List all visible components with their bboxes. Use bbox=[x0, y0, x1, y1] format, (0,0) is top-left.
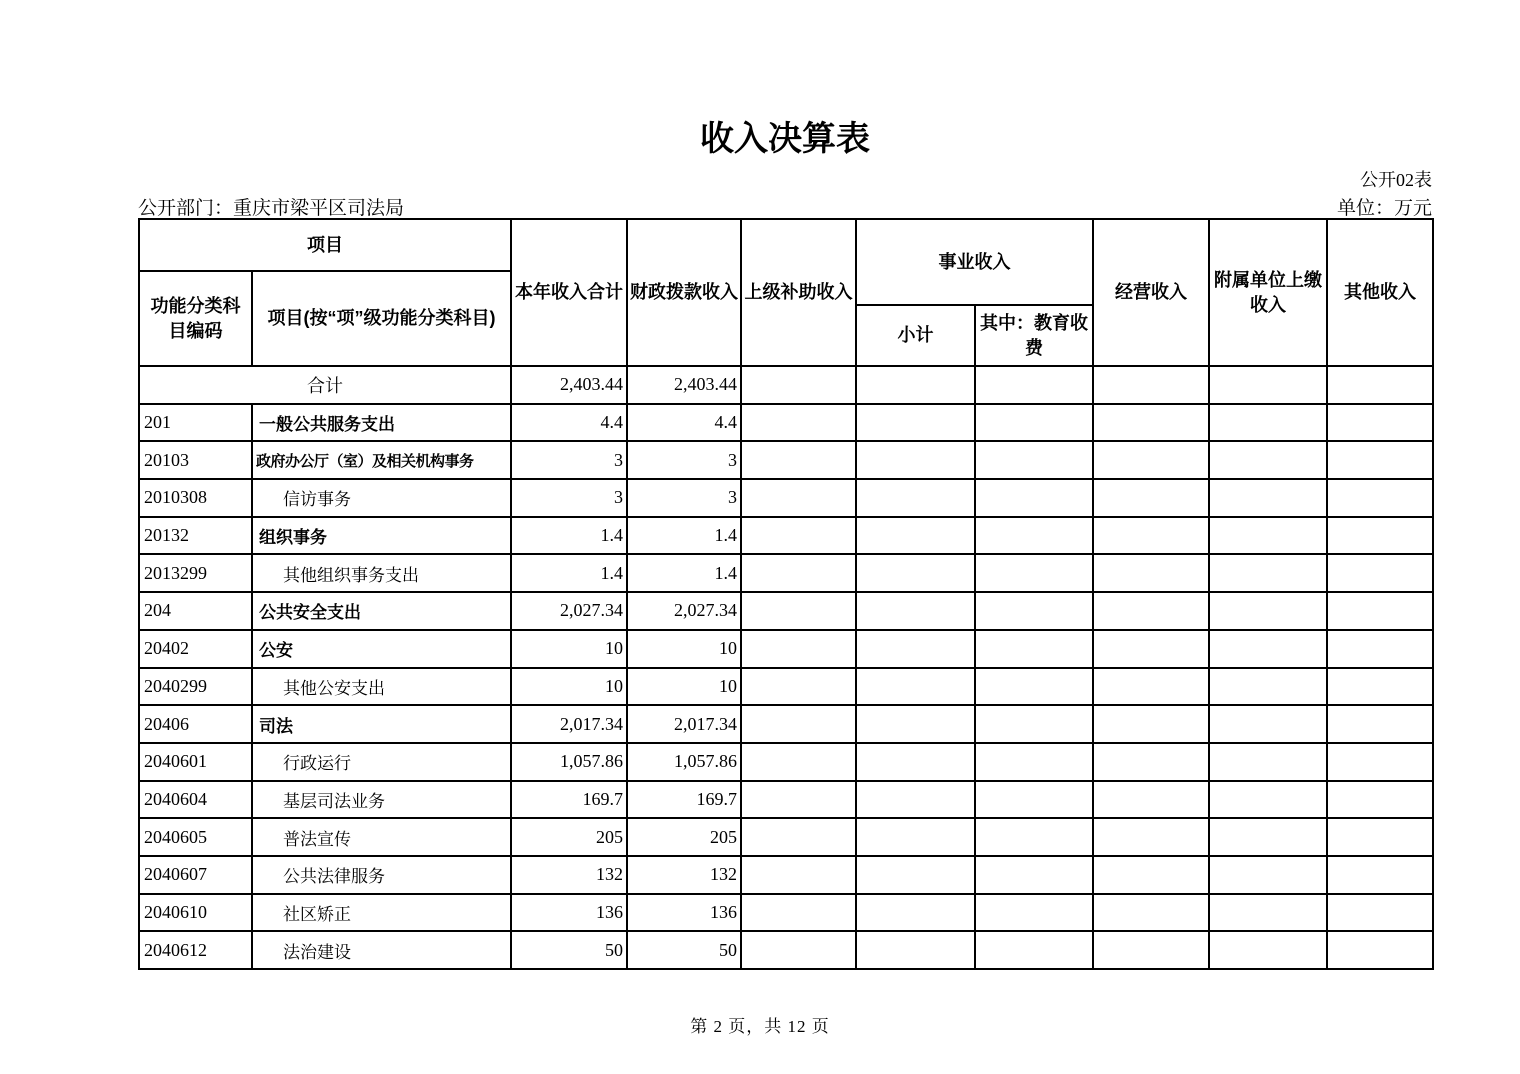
header-item-name: 项目(按“项”级功能分类科目) bbox=[252, 271, 511, 366]
row-function-code: 2040607 bbox=[139, 856, 252, 894]
row-value-fiscal: 136 bbox=[627, 894, 741, 932]
row-value-fiscal: 4.4 bbox=[627, 404, 741, 442]
table-row bbox=[139, 554, 1433, 592]
row-item-name: 其他组织事务支出 bbox=[252, 554, 511, 592]
row-value-superior bbox=[741, 856, 856, 894]
row-value-other bbox=[1327, 743, 1433, 781]
header-operating-income: 经营收入 bbox=[1093, 219, 1209, 366]
row-item-name: 其他公安支出 bbox=[252, 668, 511, 706]
row-value-total: 2,403.44 bbox=[511, 366, 627, 404]
table-row bbox=[139, 517, 1433, 555]
row-value-operating bbox=[1093, 366, 1209, 404]
row-item-name: 基层司法业务 bbox=[252, 781, 511, 819]
row-function-code: 20406 bbox=[139, 705, 252, 743]
row-value-fiscal: 2,027.34 bbox=[627, 592, 741, 630]
table-row bbox=[139, 366, 1433, 404]
header-affiliated-income: 附属单位上缴收入 bbox=[1209, 219, 1327, 366]
row-value-fiscal: 10 bbox=[627, 630, 741, 668]
row-value-education bbox=[975, 705, 1093, 743]
row-value-education bbox=[975, 592, 1093, 630]
row-value-affiliated bbox=[1209, 894, 1327, 932]
row-value-total: 205 bbox=[511, 818, 627, 856]
row-value-affiliated bbox=[1209, 441, 1327, 479]
row-value-subtotal bbox=[856, 931, 975, 969]
row-function-code: 2010308 bbox=[139, 479, 252, 517]
row-value-affiliated bbox=[1209, 705, 1327, 743]
header-item-group: 项目 bbox=[139, 219, 511, 271]
row-value-education bbox=[975, 517, 1093, 555]
row-value-total: 1.4 bbox=[511, 554, 627, 592]
meta-line bbox=[138, 193, 1432, 220]
row-function-code: 2040610 bbox=[139, 894, 252, 932]
row-value-subtotal bbox=[856, 404, 975, 442]
table-row bbox=[139, 743, 1433, 781]
table-row bbox=[139, 479, 1433, 517]
row-total-label: 合计 bbox=[139, 366, 511, 404]
row-value-total: 4.4 bbox=[511, 404, 627, 442]
row-value-subtotal bbox=[856, 781, 975, 819]
table-row bbox=[139, 931, 1433, 969]
row-value-education bbox=[975, 894, 1093, 932]
row-value-other bbox=[1327, 592, 1433, 630]
row-value-fiscal: 50 bbox=[627, 931, 741, 969]
row-value-superior bbox=[741, 630, 856, 668]
row-value-fiscal: 3 bbox=[627, 441, 741, 479]
row-value-fiscal: 169.7 bbox=[627, 781, 741, 819]
row-value-operating bbox=[1093, 931, 1209, 969]
row-value-subtotal bbox=[856, 818, 975, 856]
row-value-fiscal: 1,057.86 bbox=[627, 743, 741, 781]
row-value-education bbox=[975, 856, 1093, 894]
row-value-operating bbox=[1093, 668, 1209, 706]
row-value-education bbox=[975, 818, 1093, 856]
row-value-operating bbox=[1093, 404, 1209, 442]
row-value-subtotal bbox=[856, 554, 975, 592]
row-value-operating bbox=[1093, 781, 1209, 819]
row-value-total: 1,057.86 bbox=[511, 743, 627, 781]
row-value-other bbox=[1327, 894, 1433, 932]
table-code-label: 公开02表 bbox=[1360, 170, 1432, 190]
row-value-total: 50 bbox=[511, 931, 627, 969]
income-statement-table bbox=[138, 218, 1434, 970]
row-value-affiliated bbox=[1209, 592, 1327, 630]
row-function-code: 204 bbox=[139, 592, 252, 630]
table-row bbox=[139, 404, 1433, 442]
row-value-fiscal: 10 bbox=[627, 668, 741, 706]
table-row bbox=[139, 705, 1433, 743]
unit-label: 单位：万元 bbox=[1336, 198, 1432, 219]
row-value-affiliated bbox=[1209, 630, 1327, 668]
department-label: 公开部门：重庆市梁平区司法局 bbox=[138, 198, 405, 219]
row-value-affiliated bbox=[1209, 668, 1327, 706]
row-value-other bbox=[1327, 781, 1433, 819]
row-value-total: 169.7 bbox=[511, 781, 627, 819]
row-value-total: 10 bbox=[511, 630, 627, 668]
table-header bbox=[139, 219, 1433, 366]
row-value-operating bbox=[1093, 517, 1209, 555]
page-number-footer: 第 2 页，共 12 页 bbox=[690, 1017, 830, 1036]
row-value-total: 10 bbox=[511, 668, 627, 706]
row-value-subtotal bbox=[856, 668, 975, 706]
row-item-name: 公共法律服务 bbox=[252, 856, 511, 894]
page-title: 收入决算表 bbox=[700, 121, 870, 158]
row-value-total: 2,017.34 bbox=[511, 705, 627, 743]
row-value-affiliated bbox=[1209, 931, 1327, 969]
row-value-education bbox=[975, 668, 1093, 706]
row-value-operating bbox=[1093, 818, 1209, 856]
row-value-operating bbox=[1093, 441, 1209, 479]
row-value-education bbox=[975, 630, 1093, 668]
row-function-code: 20103 bbox=[139, 441, 252, 479]
row-value-fiscal: 1.4 bbox=[627, 517, 741, 555]
row-value-subtotal bbox=[856, 517, 975, 555]
row-value-fiscal: 2,403.44 bbox=[627, 366, 741, 404]
header-subtotal: 小计 bbox=[856, 305, 975, 366]
table-row bbox=[139, 630, 1433, 668]
row-function-code: 20132 bbox=[139, 517, 252, 555]
row-item-name: 司法 bbox=[252, 705, 511, 743]
table-row bbox=[139, 668, 1433, 706]
row-value-operating bbox=[1093, 894, 1209, 932]
row-value-subtotal bbox=[856, 441, 975, 479]
row-value-superior bbox=[741, 517, 856, 555]
row-value-other bbox=[1327, 554, 1433, 592]
row-item-name: 公安 bbox=[252, 630, 511, 668]
row-value-superior bbox=[741, 894, 856, 932]
row-value-superior bbox=[741, 931, 856, 969]
row-value-superior bbox=[741, 668, 856, 706]
row-value-operating bbox=[1093, 743, 1209, 781]
row-value-fiscal: 132 bbox=[627, 856, 741, 894]
header-other-income: 其他收入 bbox=[1327, 219, 1433, 366]
row-value-operating bbox=[1093, 554, 1209, 592]
row-item-name: 法治建设 bbox=[252, 931, 511, 969]
row-value-affiliated bbox=[1209, 743, 1327, 781]
row-value-other bbox=[1327, 856, 1433, 894]
row-function-code: 2040601 bbox=[139, 743, 252, 781]
row-value-affiliated bbox=[1209, 366, 1327, 404]
table-row bbox=[139, 894, 1433, 932]
row-value-other bbox=[1327, 668, 1433, 706]
row-value-education bbox=[975, 554, 1093, 592]
row-function-code: 2040604 bbox=[139, 781, 252, 819]
row-value-other bbox=[1327, 517, 1433, 555]
row-value-education bbox=[975, 743, 1093, 781]
row-value-total: 2,027.34 bbox=[511, 592, 627, 630]
row-value-superior bbox=[741, 366, 856, 404]
row-item-name: 信访事务 bbox=[252, 479, 511, 517]
row-value-operating bbox=[1093, 592, 1209, 630]
row-value-affiliated bbox=[1209, 818, 1327, 856]
row-value-other bbox=[1327, 441, 1433, 479]
row-value-other bbox=[1327, 404, 1433, 442]
header-business-income-group: 事业收入 bbox=[856, 219, 1093, 305]
row-item-name: 政府办公厅（室）及相关机构事务 bbox=[252, 441, 511, 479]
row-item-name: 公共安全支出 bbox=[252, 592, 511, 630]
row-value-operating bbox=[1093, 856, 1209, 894]
row-function-code: 2040605 bbox=[139, 818, 252, 856]
table-row bbox=[139, 781, 1433, 819]
row-value-superior bbox=[741, 705, 856, 743]
row-value-affiliated bbox=[1209, 554, 1327, 592]
row-value-operating bbox=[1093, 479, 1209, 517]
row-value-other bbox=[1327, 931, 1433, 969]
row-value-education bbox=[975, 781, 1093, 819]
header-fiscal-appropriation: 财政拨款收入 bbox=[627, 219, 741, 366]
row-function-code: 2040612 bbox=[139, 931, 252, 969]
row-value-total: 136 bbox=[511, 894, 627, 932]
row-value-superior bbox=[741, 554, 856, 592]
table-body bbox=[139, 366, 1433, 969]
row-value-affiliated bbox=[1209, 781, 1327, 819]
row-value-affiliated bbox=[1209, 856, 1327, 894]
row-value-superior bbox=[741, 818, 856, 856]
row-item-name: 行政运行 bbox=[252, 743, 511, 781]
row-value-superior bbox=[741, 592, 856, 630]
row-item-name: 普法宣传 bbox=[252, 818, 511, 856]
row-value-education bbox=[975, 441, 1093, 479]
row-value-superior bbox=[741, 404, 856, 442]
row-item-name: 组织事务 bbox=[252, 517, 511, 555]
row-value-subtotal bbox=[856, 894, 975, 932]
row-value-education bbox=[975, 931, 1093, 969]
row-value-subtotal bbox=[856, 705, 975, 743]
row-value-superior bbox=[741, 479, 856, 517]
row-value-fiscal: 2,017.34 bbox=[627, 705, 741, 743]
header-total-income: 本年收入合计 bbox=[511, 219, 627, 366]
row-value-fiscal: 1.4 bbox=[627, 554, 741, 592]
row-value-superior bbox=[741, 743, 856, 781]
row-function-code: 20402 bbox=[139, 630, 252, 668]
row-value-total: 3 bbox=[511, 479, 627, 517]
row-value-total: 3 bbox=[511, 441, 627, 479]
row-value-other bbox=[1327, 366, 1433, 404]
table-row bbox=[139, 441, 1433, 479]
row-value-affiliated bbox=[1209, 479, 1327, 517]
row-value-total: 1.4 bbox=[511, 517, 627, 555]
row-value-subtotal bbox=[856, 592, 975, 630]
row-value-fiscal: 205 bbox=[627, 818, 741, 856]
row-function-code: 201 bbox=[139, 404, 252, 442]
row-value-education bbox=[975, 479, 1093, 517]
row-value-total: 132 bbox=[511, 856, 627, 894]
table-row bbox=[139, 856, 1433, 894]
table-row bbox=[139, 592, 1433, 630]
row-value-fiscal: 3 bbox=[627, 479, 741, 517]
row-function-code: 2040299 bbox=[139, 668, 252, 706]
row-value-operating bbox=[1093, 705, 1209, 743]
row-item-name: 一般公共服务支出 bbox=[252, 404, 511, 442]
row-value-education bbox=[975, 404, 1093, 442]
header-superior-subsidy: 上级补助收入 bbox=[741, 219, 856, 366]
row-value-other bbox=[1327, 479, 1433, 517]
row-value-other bbox=[1327, 630, 1433, 668]
row-value-subtotal bbox=[856, 856, 975, 894]
row-value-operating bbox=[1093, 630, 1209, 668]
header-education-fee: 其中：教育收费 bbox=[975, 305, 1093, 366]
row-value-other bbox=[1327, 705, 1433, 743]
row-value-affiliated bbox=[1209, 517, 1327, 555]
row-item-name: 社区矫正 bbox=[252, 894, 511, 932]
header-function-code: 功能分类科目编码 bbox=[139, 271, 252, 366]
row-value-affiliated bbox=[1209, 404, 1327, 442]
row-value-education bbox=[975, 366, 1093, 404]
row-value-other bbox=[1327, 818, 1433, 856]
row-function-code: 2013299 bbox=[139, 554, 252, 592]
row-value-subtotal bbox=[856, 366, 975, 404]
row-value-superior bbox=[741, 441, 856, 479]
row-value-subtotal bbox=[856, 743, 975, 781]
row-value-subtotal bbox=[856, 479, 975, 517]
table-row bbox=[139, 818, 1433, 856]
row-value-superior bbox=[741, 781, 856, 819]
row-value-subtotal bbox=[856, 630, 975, 668]
